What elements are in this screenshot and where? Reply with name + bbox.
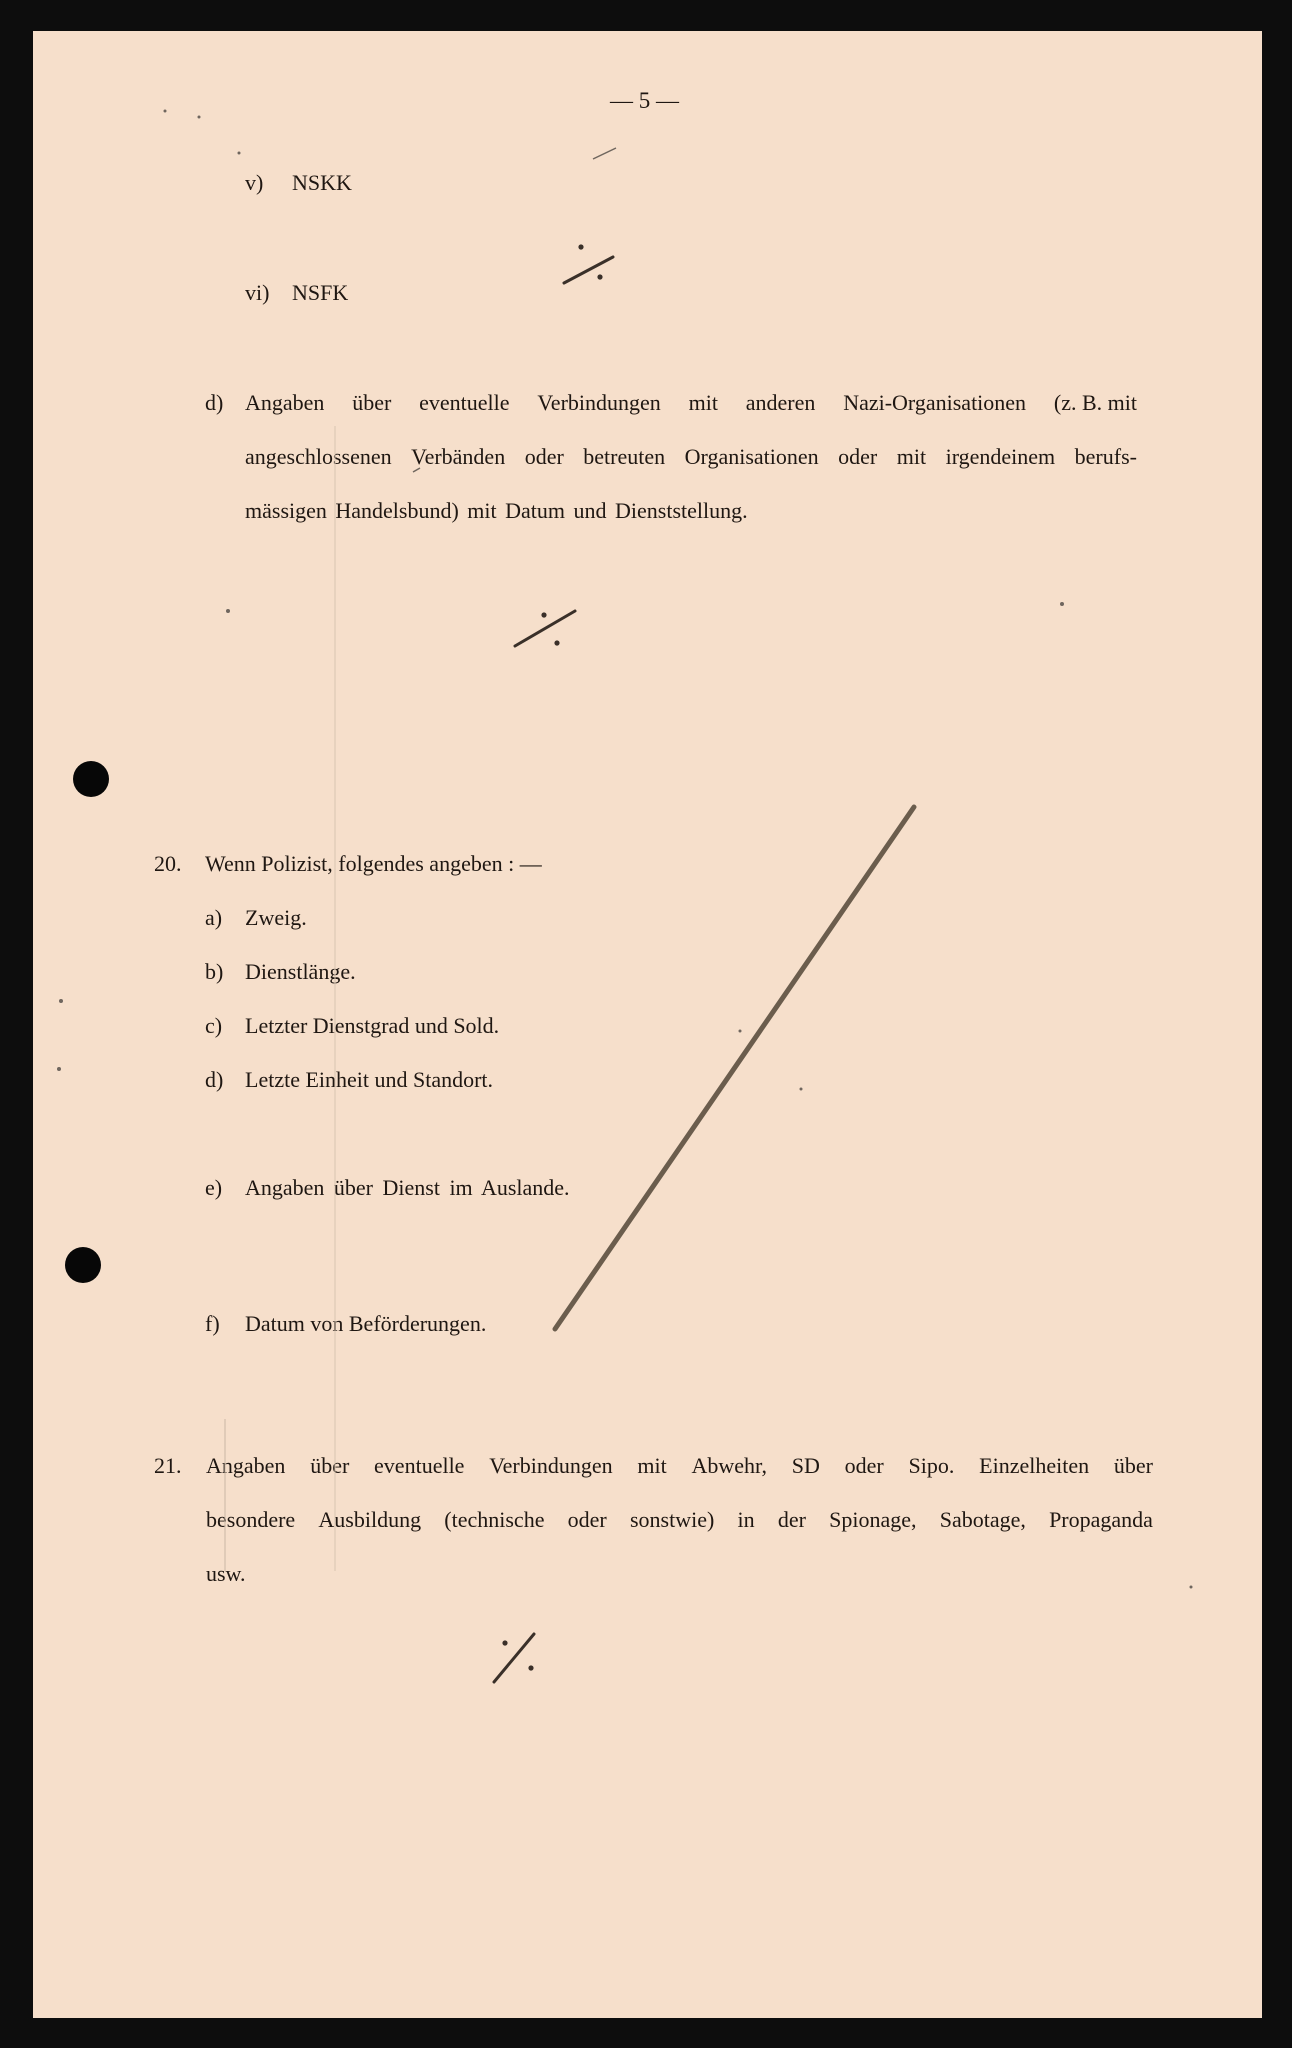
item-label: a) [205,905,223,930]
word: irgendeinem [945,444,1056,469]
item-text: Letzter Dienstgrad und Sold. [245,1013,500,1038]
word: Sabotage, [939,1507,1026,1532]
word: Propaganda [1049,1507,1153,1532]
word: Sipo. [908,1453,955,1478]
word: Nazi-Organisationen [843,390,1027,415]
word: angeschlossenen [245,444,392,469]
word: oder [838,444,878,469]
item-text: NSFK [292,280,349,305]
not-applicable-mark [494,1634,534,1682]
word: Einzelheiten [979,1453,1090,1478]
word: Abwehr, [691,1453,768,1478]
item-text: Letzte Einheit und Standort. [245,1067,494,1092]
item-text: Zweig. [245,905,307,930]
word: oder [844,1453,884,1478]
word: Organisationen [684,444,819,469]
handwritten-marks [33,31,1262,2018]
word: Spionage, [829,1507,917,1532]
item-label: e) [205,1175,223,1200]
word: Ausbildung [318,1507,422,1532]
item-label: v) [245,170,264,195]
document-page [33,31,1262,2018]
item-text: Dienstlänge. [245,959,356,984]
word: mit [896,444,927,469]
word: über [310,1453,350,1478]
item-label: c) [205,1013,223,1038]
word: Angaben [206,1453,286,1478]
word: Verbänden [411,444,506,469]
page-number: — 5 — [610,88,679,113]
question-20-intro: Wenn Polizist, folgendes angeben : — [205,851,542,876]
word: eventuelle [374,1453,465,1478]
word: oder [524,444,564,469]
word: besondere [206,1507,296,1532]
word: SD [791,1453,820,1478]
item-text: Datum von Beförderungen. [245,1311,487,1336]
question-21-number: 21. [154,1453,182,1478]
word: Angaben [245,390,325,415]
word: (z. B. mit [1053,390,1137,415]
question-21-line-3: usw. [206,1561,246,1586]
item-19d-line-3: mässigen Handelsbund) mit Datum und Dienststellung. [245,498,748,523]
question-20-number: 20. [154,851,182,876]
word: betreuten [583,444,666,469]
word: über [1113,1453,1153,1478]
item-text: Angaben über Dienst im Auslande. [245,1175,570,1200]
item-19d-label: d) [205,390,224,415]
word: eventuelle [419,390,510,415]
word: Verbindungen [537,390,661,415]
item-label: d) [205,1067,224,1092]
word: anderen [745,390,816,415]
item-label: b) [205,959,224,984]
word: oder [567,1507,607,1532]
word: Verbindungen [489,1453,613,1478]
strike-through-line [555,807,914,1329]
word: über [352,390,392,415]
word: in [737,1507,755,1532]
word: der [777,1507,806,1532]
not-applicable-mark [564,257,613,283]
item-label: f) [205,1311,220,1336]
item-text: NSKK [292,170,352,195]
word: berufs- [1074,444,1137,469]
word: (technische [444,1507,545,1532]
word: sonstwie) [629,1507,715,1532]
item-label: vi) [245,280,270,305]
word: mit [688,390,718,415]
word: mit [637,1453,667,1478]
